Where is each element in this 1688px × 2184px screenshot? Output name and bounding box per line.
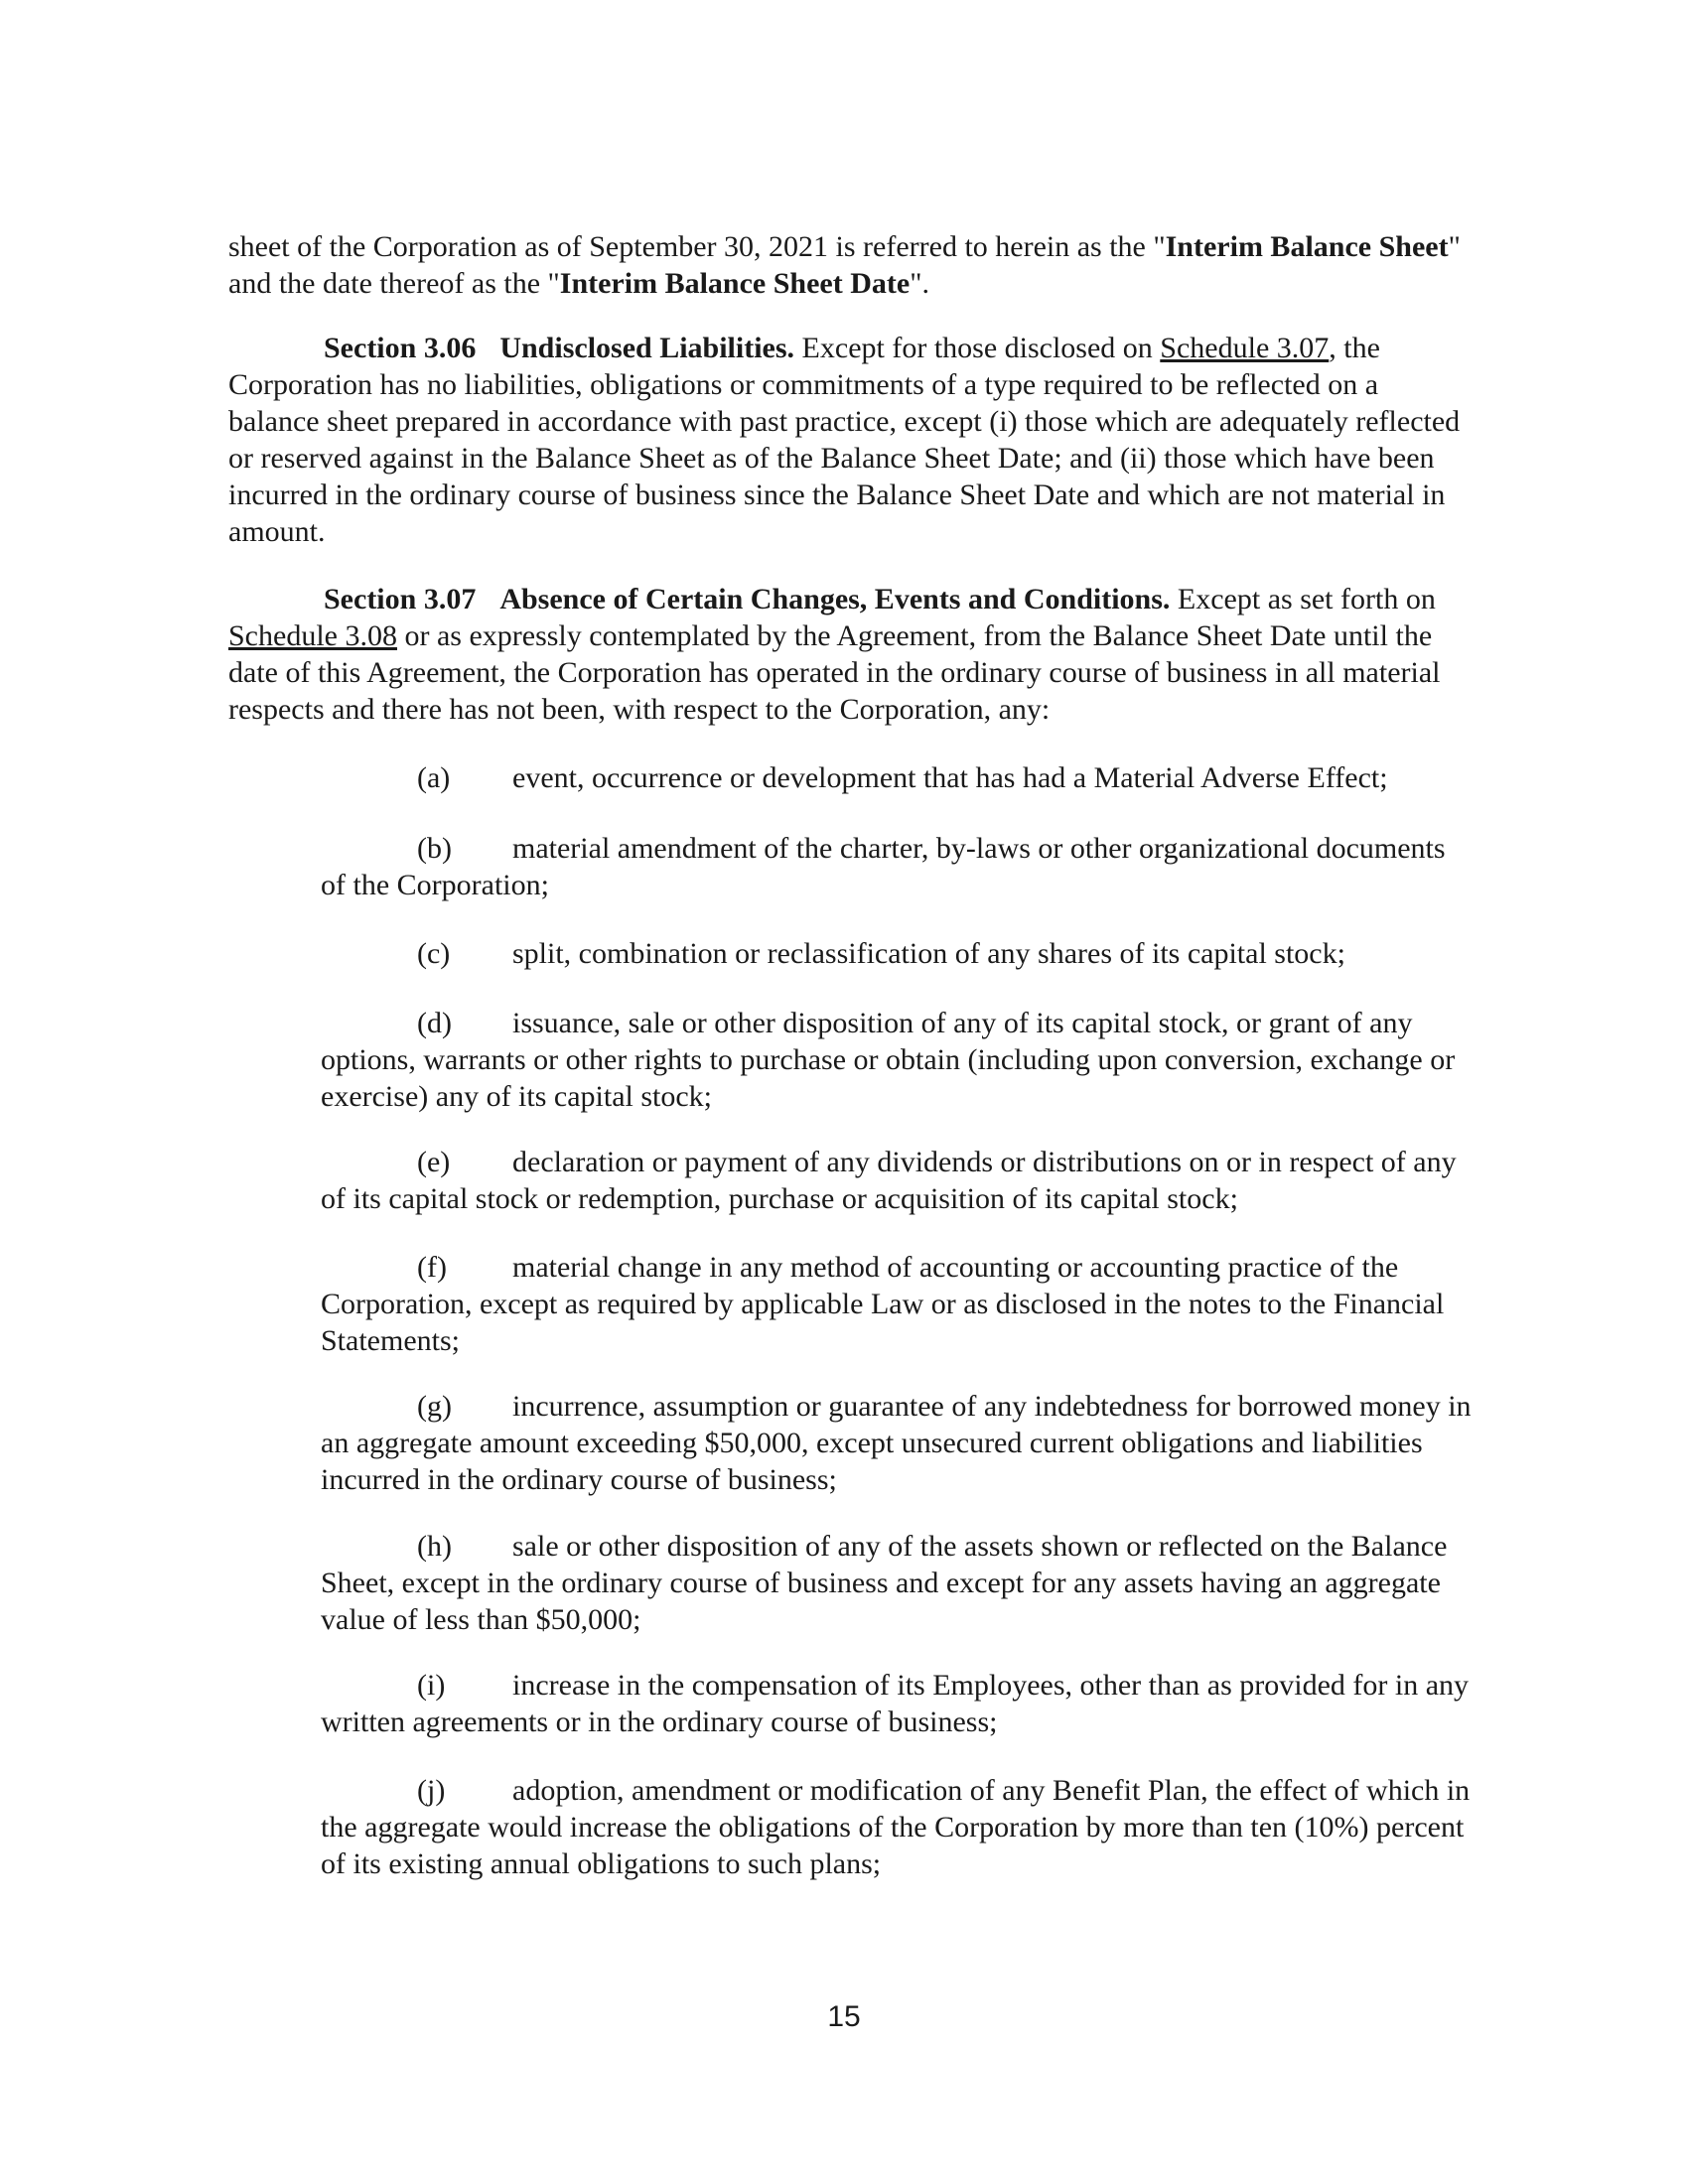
list-item-text: material change in any method of accounting or accounting practice of the Corporation, except as required by applicable Law or as disclosed in the notes to the Financial Statements; [321, 1251, 1445, 1357]
list-item-label: (d) [417, 1007, 452, 1039]
list-item-label: (e) [417, 1146, 451, 1178]
list-item-text: event, occurrence or development that has had a Material Adverse Effect; [512, 761, 1388, 794]
list-item-text: material amendment of the charter, by-laws or other organizational documents of the Corporation; [321, 832, 1446, 901]
schedule-3-07-ref: Schedule 3.07 [1160, 332, 1330, 364]
list-item-text: increase in the compensation of its Employees, other than as provided for in any written agreements or in the ordinary course of business; [321, 1669, 1470, 1738]
list-item-label: (b) [417, 832, 452, 865]
list-item-d [321, 1005, 1473, 1115]
section-3-06-text-2: , the Corporation has no liabilities, obligations or commitments of a type required to be reflected on a balance sheet prepared in accordance with past practice, except (i) those which are adequately reflected or reserved against in the Balance Sheet as of the Balance Sheet Date; and (ii) those which have been incurred in the ordinary course of business since the Balance Sheet Date and which are not material in amount. [228, 332, 1461, 548]
list-item-text: issuance, sale or other disposition of any of its capital stock, or grant of any options, warrants or other rights to purchase or obtain (including upon conversion, exchange or exercise) any of its capital stock; [321, 1007, 1456, 1113]
section-3-07-paragraph [228, 581, 1470, 728]
list-item-text: sale or other disposition of any of the assets shown or reflected on the Balance Sheet, except in the ordinary course of business and except for any assets having an aggregate value of less than $50,000; [321, 1530, 1448, 1636]
intro-text-3: ". [910, 267, 929, 300]
list-item-label: (i) [417, 1669, 446, 1702]
list-item-text: declaration or payment of any dividends or distributions on or in respect of any of its capital stock or redemption, purchase or acquisition of its capital stock; [321, 1146, 1457, 1215]
section-3-07-text-1: Except as set forth on [1170, 583, 1436, 615]
section-3-07-text-2: or as expressly contemplated by the Agreement, from the Balance Sheet Date until the date of this Agreement, the Corporation has operated in the ordinary course of business in all material respects and there has not been, with respect to the Corporation, any: [228, 619, 1441, 726]
list-item-h [321, 1528, 1473, 1638]
interim-balance-sheet-term: Interim Balance Sheet [1165, 230, 1449, 263]
list-item-text: split, combination or reclassification of any shares of its capital stock; [512, 937, 1345, 970]
section-3-06-paragraph [228, 330, 1470, 550]
list-item-label: (g) [417, 1390, 452, 1423]
list-item-label: (f) [417, 1251, 447, 1284]
intro-text-2: " and the date thereof as the " [228, 230, 1461, 300]
list-item-label: (a) [417, 761, 451, 794]
list-item-c [321, 935, 1473, 972]
page-number: 15 [827, 2000, 861, 2033]
list-item-b [321, 830, 1473, 903]
list-item-j [321, 1772, 1473, 1882]
list-item-a [321, 759, 1473, 796]
interim-balance-sheet-date-term: Interim Balance Sheet Date [559, 267, 911, 300]
list-item-i [321, 1667, 1473, 1740]
section-3-07-title: Absence of Certain Changes, Events and Conditions. [499, 583, 1171, 615]
list-item-text: incurrence, assumption or guarantee of any indebtedness for borrowed money in an aggregate amount exceeding $50,000, except unsecured current obligations and liabilities incurred in the ordinary course of business; [321, 1390, 1472, 1496]
list-item-label: (c) [417, 937, 451, 970]
list-item-g [321, 1388, 1473, 1498]
list-item-text: adoption, amendment or modification of any Benefit Plan, the effect of which in the aggregate would increase the obligations of the Corporation by more than ten (10%) percent of its existing annual obligations to such plans; [321, 1774, 1471, 1880]
intro-paragraph [228, 228, 1470, 302]
section-3-07-number: Section 3.07 [324, 583, 477, 615]
section-3-06-title: Undisclosed Liabilities. [499, 332, 795, 364]
intro-text-1: sheet of the Corporation as of September 30, 2021 is referred to herein as the " [228, 230, 1166, 263]
section-3-06-number: Section 3.06 [324, 332, 477, 364]
list-item-f [321, 1249, 1473, 1359]
list-item-e [321, 1144, 1473, 1217]
list-item-label: (h) [417, 1530, 452, 1563]
schedule-3-08-ref: Schedule 3.08 [228, 619, 397, 652]
section-3-06-text-1: Except for those disclosed on [794, 332, 1161, 364]
list-item-label: (j) [417, 1774, 446, 1807]
